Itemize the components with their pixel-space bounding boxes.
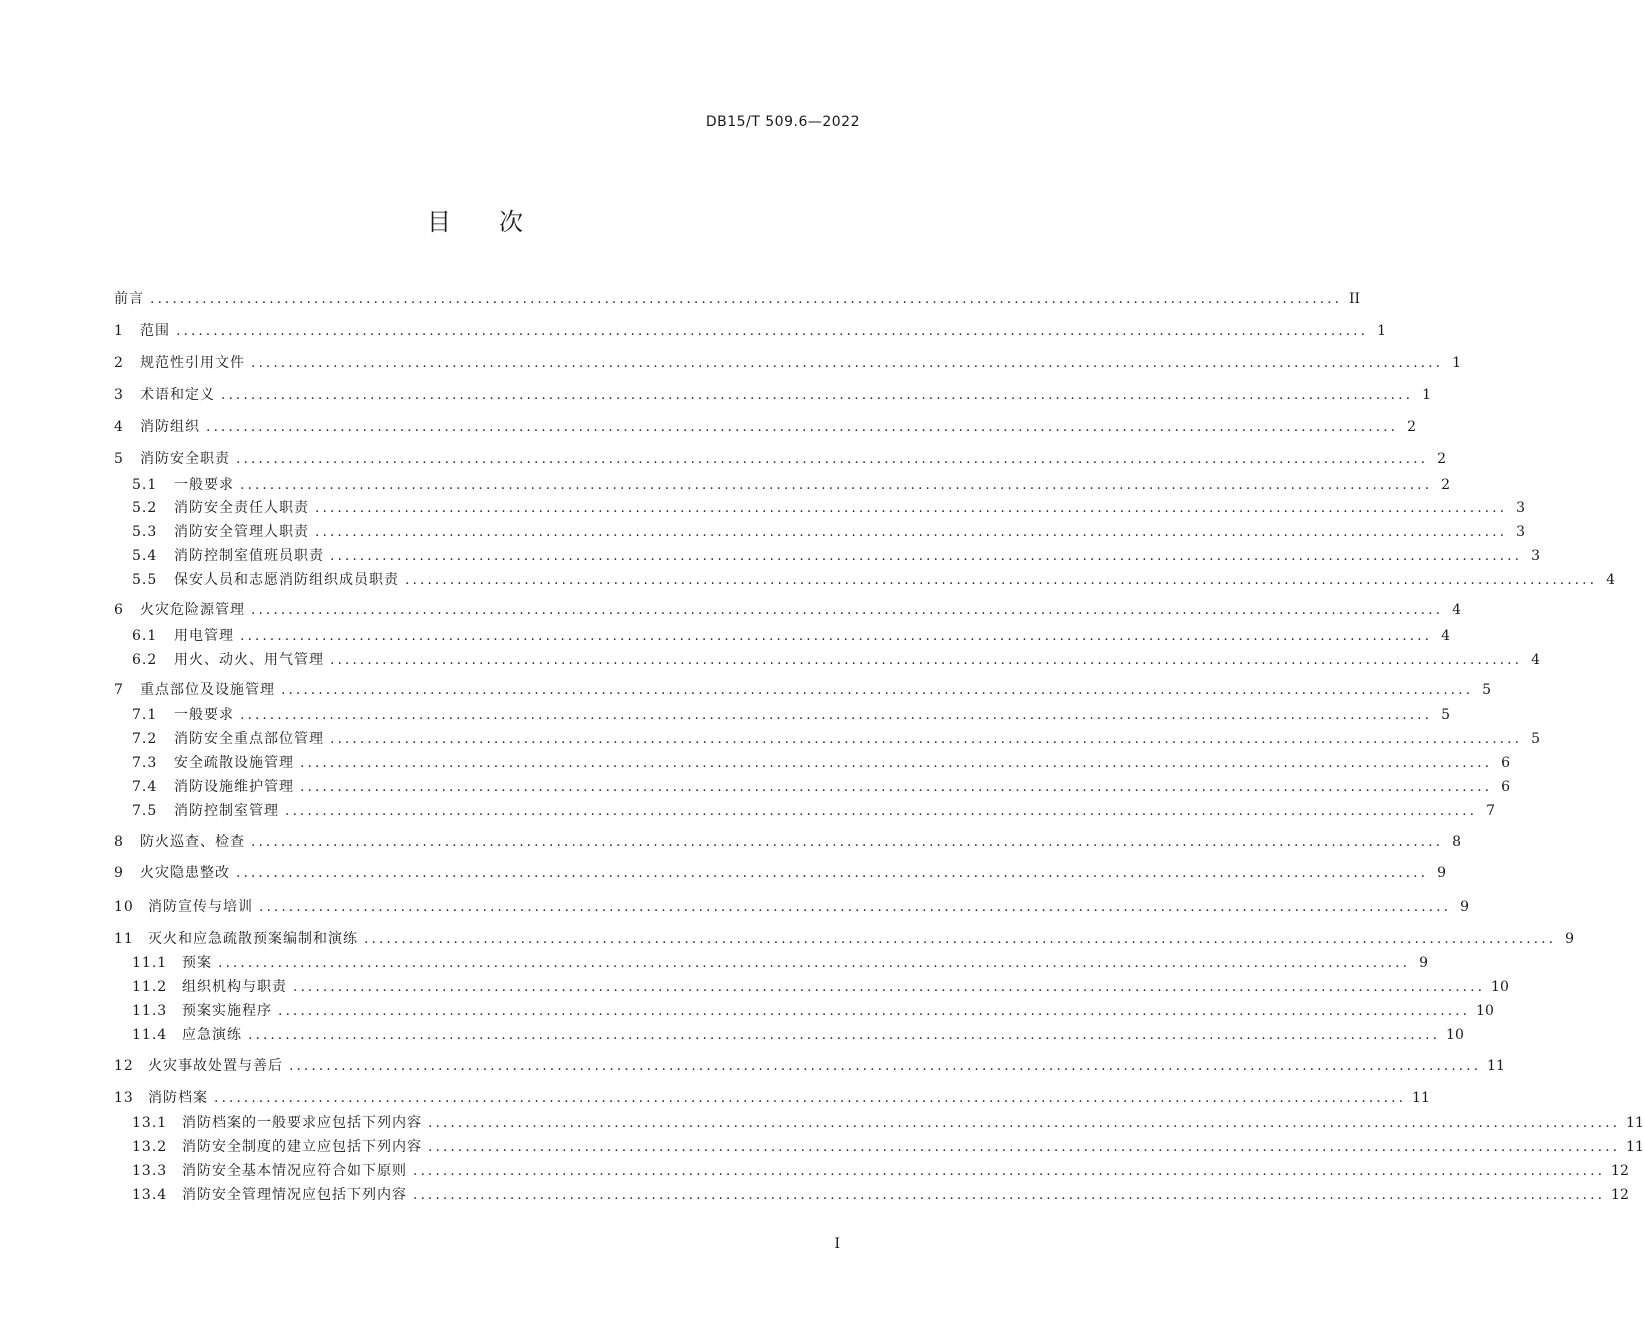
toc-leader-dots: ................................................................................................................................................................ — [315, 524, 1508, 540]
toc-entry-title: 火灾事故处置与善后 — [148, 1058, 283, 1074]
toc-entry-number: 5.3 — [132, 524, 158, 540]
toc-leader-dots: ................................................................................................................................................................ — [248, 1027, 1441, 1043]
toc-entry-title: 消防档案的一般要求应包括下列内容 — [182, 1115, 422, 1131]
toc-entry-title: 消防档案 — [148, 1090, 208, 1106]
page-number: I — [834, 1236, 840, 1252]
toc-leader-dots: ................................................................................................................................................................ — [278, 1003, 1471, 1019]
toc-leader-dots: ................................................................................................................................................................ — [285, 803, 1478, 819]
toc-leader-dots: ................................................................................................................................................................ — [364, 931, 1557, 947]
toc-entry-number: 7.5 — [132, 803, 158, 819]
toc-entry-title: 消防控制室值班员职责 — [174, 548, 324, 564]
toc-leader-dots: ................................................................................................................................................................ — [330, 652, 1523, 668]
toc-entry[interactable] — [114, 896, 1470, 918]
toc-entry-title: 消防安全管理情况应包括下列内容 — [182, 1187, 407, 1203]
toc-entry[interactable] — [132, 752, 1511, 774]
toc-entry[interactable] — [114, 1055, 1505, 1077]
toc-entry-number: 5.2 — [132, 500, 158, 516]
toc-entry-page: 9 — [1460, 899, 1470, 915]
toc-entry[interactable] — [114, 1087, 1430, 1109]
toc-leader-dots: ................................................................................................................................................................ — [176, 323, 1369, 339]
toc-entry-page: 2 — [1437, 451, 1447, 467]
toc-title-char-2: 次 — [499, 208, 523, 236]
toc-entry-page: 5 — [1531, 731, 1541, 747]
toc-entry[interactable] — [132, 649, 1541, 671]
toc-leader-dots: ................................................................................................................................................................ — [428, 1139, 1621, 1155]
toc-entry-page: 11 — [1626, 1139, 1644, 1155]
toc-entry-title: 预案 — [182, 955, 212, 971]
standard-code: DB15/T 509.6—2022 — [705, 114, 860, 130]
toc-entry-title: 火灾隐患整改 — [140, 865, 230, 881]
toc-entry[interactable] — [114, 831, 1462, 853]
toc-entry[interactable] — [114, 862, 1447, 884]
toc-entry-page: 3 — [1531, 548, 1541, 564]
toc-entry-number: 13.3 — [132, 1163, 168, 1179]
toc-entry-page: 9 — [1419, 955, 1429, 971]
toc-entry-number: 13.4 — [132, 1187, 168, 1203]
toc-entry[interactable] — [114, 448, 1447, 470]
toc-entry-number: 5 — [114, 451, 124, 467]
toc-entry-number: 13.1 — [132, 1115, 168, 1131]
toc-entry-title: 范围 — [140, 323, 170, 339]
toc-entry-number: 8 — [114, 834, 124, 850]
toc-leader-dots: ................................................................................................................................................................ — [315, 500, 1508, 516]
toc-entry-number: 7.4 — [132, 779, 158, 795]
toc-leader-dots: ................................................................................................................................................................ — [150, 291, 1343, 307]
toc-entry-number: 5.4 — [132, 548, 158, 564]
toc-entry-title: 消防安全职责 — [140, 451, 230, 467]
toc-entry-page: 12 — [1611, 1187, 1629, 1203]
toc-entry-title: 应急演练 — [182, 1027, 242, 1043]
toc-entry-number: 7 — [114, 682, 124, 698]
toc-entry-title: 防火巡查、检查 — [140, 834, 245, 850]
toc-entry-number: 11.2 — [132, 979, 168, 995]
toc-entry-page: 12 — [1611, 1163, 1629, 1179]
toc-entry-title: 一般要求 — [174, 707, 234, 723]
toc-leader-dots: ................................................................................................................................................................ — [240, 628, 1433, 644]
toc-entry-page: 2 — [1407, 419, 1417, 435]
toc-leader-dots: ................................................................................................................................................................ — [289, 1058, 1482, 1074]
toc-entry[interactable] — [114, 352, 1462, 374]
toc-leader-dots: ................................................................................................................................................................ — [218, 955, 1411, 971]
toc-leader-dots: ................................................................................................................................................................ — [251, 834, 1444, 850]
toc-entry-page: 3 — [1516, 524, 1526, 540]
toc-entry-page: 1 — [1377, 323, 1387, 339]
toc-entry-title: 消防组织 — [140, 419, 200, 435]
toc-entry-page: II — [1348, 291, 1361, 307]
toc-entry[interactable] — [114, 928, 1575, 950]
toc-entry-page: 4 — [1531, 652, 1541, 668]
toc-entry-number: 12 — [114, 1058, 134, 1074]
toc-entry[interactable] — [132, 521, 1526, 543]
toc-entry-number: 13.2 — [132, 1139, 168, 1155]
toc-entry-title: 火灾危险源管理 — [140, 602, 245, 618]
toc-entry-page: 2 — [1441, 477, 1451, 493]
toc-entry-title: 消防安全重点部位管理 — [174, 731, 324, 747]
table-of-contents — [114, 0, 1644, 1344]
toc-entry[interactable] — [132, 625, 1451, 647]
toc-entry-page: 9 — [1565, 931, 1575, 947]
toc-entry-title: 灭火和应急疏散预案编制和演练 — [148, 931, 358, 947]
toc-entry[interactable] — [132, 569, 1616, 591]
toc-entry[interactable] — [114, 416, 1417, 438]
toc-entry[interactable] — [132, 728, 1541, 750]
toc-entry-title: 消防安全责任人职责 — [174, 500, 309, 516]
toc-entry-page: 10 — [1491, 979, 1509, 995]
toc-entry-number: 6.1 — [132, 628, 158, 644]
toc-leader-dots: ................................................................................................................................................................ — [428, 1115, 1621, 1131]
toc-entry-title: 一般要求 — [174, 477, 234, 493]
toc-leader-dots: ................................................................................................................................................................ — [214, 1090, 1407, 1106]
toc-entry-page: 10 — [1446, 1027, 1464, 1043]
toc-leader-dots: ................................................................................................................................................................ — [330, 731, 1523, 747]
toc-entry-number: 6 — [114, 602, 124, 618]
toc-leader-dots: ................................................................................................................................................................ — [251, 602, 1444, 618]
toc-entry[interactable] — [114, 288, 1361, 310]
toc-entry-title: 规范性引用文件 — [140, 355, 245, 371]
toc-entry-number: 1 — [114, 323, 124, 339]
toc-entry[interactable] — [132, 1000, 1494, 1022]
toc-leader-dots: ................................................................................................................................................................ — [206, 419, 1399, 435]
toc-entry-title: 重点部位及设施管理 — [140, 682, 275, 698]
toc-entry-page: 4 — [1452, 602, 1462, 618]
toc-entry-title: 消防控制室管理 — [174, 803, 279, 819]
toc-leader-dots: ................................................................................................................................................................ — [240, 477, 1433, 493]
toc-entry-page: 7 — [1486, 803, 1496, 819]
toc-entry-page: 6 — [1501, 755, 1511, 771]
toc-entry[interactable] — [132, 474, 1451, 496]
toc-leader-dots: ................................................................................................................................................................ — [330, 548, 1523, 564]
toc-entry-number: 4 — [114, 419, 124, 435]
toc-leader-dots: ................................................................................................................................................................ — [281, 682, 1474, 698]
toc-entry-number: 11 — [114, 931, 134, 947]
toc-entry-number: 7.3 — [132, 755, 158, 771]
toc-entry-page: 5 — [1441, 707, 1451, 723]
toc-entry[interactable] — [132, 704, 1451, 726]
toc-entry[interactable] — [132, 545, 1541, 567]
toc-entry[interactable] — [132, 1024, 1464, 1046]
toc-entry-page: 6 — [1501, 779, 1511, 795]
toc-entry-page: 1 — [1422, 387, 1432, 403]
toc-entry-title: 预案实施程序 — [182, 1003, 272, 1019]
toc-entry-page: 3 — [1516, 500, 1526, 516]
toc-entry[interactable] — [132, 976, 1509, 998]
toc-entry[interactable] — [132, 1112, 1644, 1134]
toc-entry-title: 消防安全制度的建立应包括下列内容 — [182, 1139, 422, 1155]
toc-entry-title: 前言 — [114, 291, 144, 307]
toc-leader-dots: ................................................................................................................................................................ — [300, 779, 1493, 795]
toc-entry-title: 组织机构与职责 — [182, 979, 287, 995]
toc-entry-page: 11 — [1412, 1090, 1430, 1106]
toc-leader-dots: ................................................................................................................................................................ — [221, 387, 1414, 403]
toc-entry-page: 11 — [1487, 1058, 1505, 1074]
toc-entry-title: 安全疏散设施管理 — [174, 755, 294, 771]
toc-entry-page: 4 — [1441, 628, 1451, 644]
toc-entry[interactable] — [132, 800, 1496, 822]
toc-entry-page: 10 — [1476, 1003, 1494, 1019]
toc-entry[interactable] — [132, 776, 1511, 798]
toc-leader-dots: ................................................................................................................................................................ — [300, 755, 1493, 771]
toc-entry[interactable] — [132, 1184, 1629, 1206]
toc-leader-dots: ................................................................................................................................................................ — [413, 1163, 1606, 1179]
toc-entry-number: 6.2 — [132, 652, 158, 668]
toc-entry-title: 消防安全基本情况应符合如下原则 — [182, 1163, 407, 1179]
toc-leader-dots: ................................................................................................................................................................ — [251, 355, 1444, 371]
toc-entry-page: 4 — [1606, 572, 1616, 588]
toc-entry[interactable] — [114, 320, 1387, 342]
toc-entry-number: 7.2 — [132, 731, 158, 747]
toc-entry[interactable] — [114, 384, 1432, 406]
toc-leader-dots: ................................................................................................................................................................ — [236, 451, 1429, 467]
toc-entry-number: 10 — [114, 899, 134, 915]
toc-entry-number: 3 — [114, 387, 124, 403]
toc-entry-title: 术语和定义 — [140, 387, 215, 403]
toc-entry-number: 2 — [114, 355, 124, 371]
toc-entry-page: 9 — [1437, 865, 1447, 881]
toc-entry-number: 11.1 — [132, 955, 168, 971]
toc-leader-dots: ................................................................................................................................................................ — [405, 572, 1598, 588]
toc-leader-dots: ................................................................................................................................................................ — [240, 707, 1433, 723]
toc-entry-number: 11.3 — [132, 1003, 168, 1019]
toc-entry-number: 13 — [114, 1090, 134, 1106]
toc-entry-number: 9 — [114, 865, 124, 881]
toc-entry-title: 用电管理 — [174, 628, 234, 644]
toc-entry-number: 5.1 — [132, 477, 158, 493]
toc-leader-dots: ................................................................................................................................................................ — [259, 899, 1452, 915]
toc-entry-page: 11 — [1626, 1115, 1644, 1131]
toc-entry[interactable] — [132, 497, 1526, 519]
toc-leader-dots: ................................................................................................................................................................ — [293, 979, 1486, 995]
toc-entry-number: 5.5 — [132, 572, 158, 588]
toc-entry-title: 保安人员和志愿消防组织成员职责 — [174, 572, 399, 588]
toc-entry-title: 用火、动火、用气管理 — [174, 652, 324, 668]
toc-entry-page: 8 — [1452, 834, 1462, 850]
toc-entry-page: 5 — [1482, 682, 1492, 698]
toc-entry[interactable] — [114, 599, 1462, 621]
toc-entry[interactable] — [114, 679, 1492, 701]
toc-entry-title: 消防宣传与培训 — [148, 899, 253, 915]
toc-leader-dots: ................................................................................................................................................................ — [413, 1187, 1606, 1203]
toc-entry[interactable] — [132, 1160, 1629, 1182]
toc-entry-page: 1 — [1452, 355, 1462, 371]
toc-leader-dots: ................................................................................................................................................................ — [236, 865, 1429, 881]
toc-title-char-1: 目 — [427, 208, 451, 236]
toc-entry-number: 11.4 — [132, 1027, 168, 1043]
toc-entry[interactable] — [132, 952, 1429, 974]
toc-entry-title: 消防设施维护管理 — [174, 779, 294, 795]
toc-entry-number: 7.1 — [132, 707, 158, 723]
toc-entry-title: 消防安全管理人职责 — [174, 524, 309, 540]
toc-entry[interactable] — [132, 1136, 1644, 1158]
